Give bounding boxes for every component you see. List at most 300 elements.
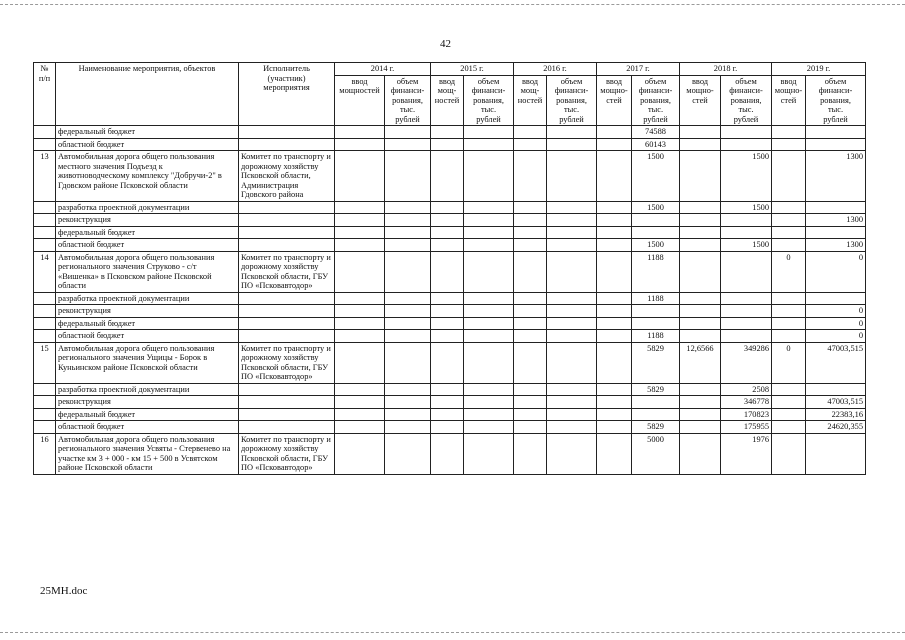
capacity-2015 bbox=[431, 342, 464, 383]
funding-2015 bbox=[464, 151, 514, 202]
funding-2015 bbox=[464, 138, 514, 151]
funding-2016 bbox=[547, 408, 597, 421]
capacity-2015 bbox=[431, 421, 464, 434]
capacity-2014 bbox=[335, 383, 385, 396]
capacity-2016 bbox=[514, 317, 547, 330]
funding-2014 bbox=[385, 396, 431, 409]
capacity-2019 bbox=[772, 421, 806, 434]
funding-2014 bbox=[385, 251, 431, 292]
funding-2016 bbox=[547, 214, 597, 227]
capacity-2014 bbox=[335, 317, 385, 330]
capacity-2019 bbox=[772, 126, 806, 139]
capacity-2016 bbox=[514, 330, 547, 343]
funding-2016 bbox=[547, 342, 597, 383]
header-year: 2014 г. bbox=[335, 63, 431, 76]
capacity-2019 bbox=[772, 317, 806, 330]
capacity-2018 bbox=[680, 396, 721, 409]
header-sub: ввод мощно- стей bbox=[772, 75, 806, 126]
funding-2019: 1300 bbox=[806, 239, 866, 252]
funding-2019 bbox=[806, 292, 866, 305]
capacity-2019 bbox=[772, 292, 806, 305]
funding-2016 bbox=[547, 201, 597, 214]
capacity-2017 bbox=[597, 383, 632, 396]
row-name: Автомобильная дорога общего пользования регионального значения Струково - с/т «Вишенка» в Псковском районе Псковской области bbox=[56, 251, 239, 292]
funding-2015 bbox=[464, 292, 514, 305]
capacity-2017 bbox=[597, 251, 632, 292]
scan-border-top bbox=[0, 4, 905, 5]
funding-2014 bbox=[385, 138, 431, 151]
row-number bbox=[34, 239, 56, 252]
funding-2016 bbox=[547, 396, 597, 409]
capacity-2016 bbox=[514, 226, 547, 239]
row-number bbox=[34, 421, 56, 434]
row-name: Автомобильная дорога общего пользования местного значения Подъезд к животноводческому комплексу "Добручи-2" в Гдовском районе Псковской области bbox=[56, 151, 239, 202]
funding-2015 bbox=[464, 396, 514, 409]
capacity-2014 bbox=[335, 151, 385, 202]
funding-2019 bbox=[806, 201, 866, 214]
capacity-2014 bbox=[335, 138, 385, 151]
row-name: разработка проектной документации bbox=[56, 201, 239, 214]
row-executor bbox=[239, 330, 335, 343]
capacity-2017 bbox=[597, 126, 632, 139]
table-row bbox=[34, 239, 866, 252]
table-row-object bbox=[34, 251, 866, 292]
capacity-2014 bbox=[335, 226, 385, 239]
row-number bbox=[34, 396, 56, 409]
capacity-2014 bbox=[335, 433, 385, 474]
capacity-2017 bbox=[597, 396, 632, 409]
row-executor bbox=[239, 292, 335, 305]
funding-2015 bbox=[464, 239, 514, 252]
funding-2017 bbox=[632, 214, 680, 227]
row-name: Автомобильная дорога общего пользования регионального значения Ущицы - Борок в Куньинском районе Псковской области bbox=[56, 342, 239, 383]
funding-2018: 175955 bbox=[721, 421, 772, 434]
table-row bbox=[34, 138, 866, 151]
header-sub: объем финанси- рования, тыс. рублей bbox=[385, 75, 431, 126]
funding-2014 bbox=[385, 342, 431, 383]
capacity-2017 bbox=[597, 421, 632, 434]
row-executor bbox=[239, 138, 335, 151]
capacity-2017 bbox=[597, 305, 632, 318]
funding-2016 bbox=[547, 433, 597, 474]
capacity-2017 bbox=[597, 138, 632, 151]
capacity-2015 bbox=[431, 396, 464, 409]
measures-table bbox=[33, 62, 866, 475]
funding-2019: 0 bbox=[806, 305, 866, 318]
funding-2017: 5000 bbox=[632, 433, 680, 474]
header-year: 2019 г. bbox=[772, 63, 866, 76]
funding-2014 bbox=[385, 126, 431, 139]
header-sub: объем финанси- рования, тыс. рублей bbox=[806, 75, 866, 126]
row-name: разработка проектной документации bbox=[56, 292, 239, 305]
capacity-2017 bbox=[597, 151, 632, 202]
funding-2014 bbox=[385, 201, 431, 214]
funding-2016 bbox=[547, 138, 597, 151]
funding-2015 bbox=[464, 421, 514, 434]
capacity-2018 bbox=[680, 383, 721, 396]
funding-2016 bbox=[547, 421, 597, 434]
funding-2018 bbox=[721, 251, 772, 292]
funding-2017 bbox=[632, 408, 680, 421]
funding-2014 bbox=[385, 433, 431, 474]
row-name: областной бюджет bbox=[56, 330, 239, 343]
funding-2014 bbox=[385, 151, 431, 202]
row-executor bbox=[239, 226, 335, 239]
capacity-2018 bbox=[680, 151, 721, 202]
capacity-2014 bbox=[335, 396, 385, 409]
row-name: федеральный бюджет bbox=[56, 317, 239, 330]
footer-filename: 25МН.doc bbox=[40, 585, 88, 597]
capacity-2019 bbox=[772, 214, 806, 227]
header-row-years bbox=[34, 63, 866, 76]
capacity-2015 bbox=[431, 126, 464, 139]
funding-2018: 1976 bbox=[721, 433, 772, 474]
funding-2018: 2508 bbox=[721, 383, 772, 396]
capacity-2018 bbox=[680, 226, 721, 239]
row-number bbox=[34, 226, 56, 239]
table-row bbox=[34, 126, 866, 139]
capacity-2016 bbox=[514, 201, 547, 214]
row-name: реконструкция bbox=[56, 305, 239, 318]
capacity-2014 bbox=[335, 305, 385, 318]
table-row bbox=[34, 292, 866, 305]
funding-2019: 24620,355 bbox=[806, 421, 866, 434]
funding-2015 bbox=[464, 251, 514, 292]
funding-2015 bbox=[464, 383, 514, 396]
capacity-2018 bbox=[680, 330, 721, 343]
capacity-2015 bbox=[431, 408, 464, 421]
funding-2018 bbox=[721, 226, 772, 239]
row-number bbox=[34, 330, 56, 343]
table-row bbox=[34, 396, 866, 409]
capacity-2019 bbox=[772, 305, 806, 318]
row-name: федеральный бюджет bbox=[56, 408, 239, 421]
capacity-2014 bbox=[335, 408, 385, 421]
capacity-2014 bbox=[335, 421, 385, 434]
capacity-2019 bbox=[772, 408, 806, 421]
row-number bbox=[34, 317, 56, 330]
row-number bbox=[34, 214, 56, 227]
capacity-2014 bbox=[335, 239, 385, 252]
capacity-2014 bbox=[335, 214, 385, 227]
row-name: областной бюджет bbox=[56, 239, 239, 252]
funding-2014 bbox=[385, 408, 431, 421]
funding-2017: 5829 bbox=[632, 421, 680, 434]
funding-2019: 0 bbox=[806, 251, 866, 292]
funding-2018: 349286 bbox=[721, 342, 772, 383]
row-name: областной бюджет bbox=[56, 138, 239, 151]
funding-2014 bbox=[385, 214, 431, 227]
capacity-2017 bbox=[597, 239, 632, 252]
header-sub: ввод мощно- стей bbox=[597, 75, 632, 126]
capacity-2019 bbox=[772, 226, 806, 239]
funding-2017 bbox=[632, 305, 680, 318]
funding-2019: 0 bbox=[806, 330, 866, 343]
funding-2016 bbox=[547, 383, 597, 396]
capacity-2016 bbox=[514, 151, 547, 202]
funding-2017: 74588 bbox=[632, 126, 680, 139]
capacity-2018: 12,6566 bbox=[680, 342, 721, 383]
capacity-2018 bbox=[680, 251, 721, 292]
header-sub: объем финанси- рования, тыс. рублей bbox=[464, 75, 514, 126]
row-number bbox=[34, 383, 56, 396]
funding-2015 bbox=[464, 226, 514, 239]
table-row bbox=[34, 408, 866, 421]
funding-2015 bbox=[464, 330, 514, 343]
capacity-2018 bbox=[680, 126, 721, 139]
funding-2018: 1500 bbox=[721, 239, 772, 252]
table-row bbox=[34, 383, 866, 396]
capacity-2017 bbox=[597, 330, 632, 343]
row-executor bbox=[239, 317, 335, 330]
row-number bbox=[34, 292, 56, 305]
table-row bbox=[34, 214, 866, 227]
capacity-2019: 0 bbox=[772, 342, 806, 383]
row-executor bbox=[239, 383, 335, 396]
capacity-2017 bbox=[597, 292, 632, 305]
capacity-2019 bbox=[772, 383, 806, 396]
funding-2015 bbox=[464, 342, 514, 383]
header-year: 2016 г. bbox=[514, 63, 597, 76]
funding-2019: 1300 bbox=[806, 214, 866, 227]
capacity-2015 bbox=[431, 214, 464, 227]
row-name: реконструкция bbox=[56, 214, 239, 227]
funding-2018 bbox=[721, 330, 772, 343]
row-number: 16 bbox=[34, 433, 56, 474]
capacity-2016 bbox=[514, 408, 547, 421]
funding-2017: 1500 bbox=[632, 201, 680, 214]
capacity-2018 bbox=[680, 138, 721, 151]
funding-2018 bbox=[721, 126, 772, 139]
funding-2014 bbox=[385, 330, 431, 343]
capacity-2018 bbox=[680, 201, 721, 214]
funding-2014 bbox=[385, 226, 431, 239]
header-sub: ввод мощ- ностей bbox=[514, 75, 547, 126]
funding-2015 bbox=[464, 408, 514, 421]
row-name: разработка проектной документации bbox=[56, 383, 239, 396]
funding-2019 bbox=[806, 383, 866, 396]
capacity-2019 bbox=[772, 138, 806, 151]
funding-2016 bbox=[547, 317, 597, 330]
capacity-2019 bbox=[772, 201, 806, 214]
capacity-2015 bbox=[431, 330, 464, 343]
row-name: областной бюджет bbox=[56, 421, 239, 434]
capacity-2015 bbox=[431, 226, 464, 239]
capacity-2015 bbox=[431, 239, 464, 252]
funding-2018 bbox=[721, 138, 772, 151]
capacity-2018 bbox=[680, 408, 721, 421]
capacity-2015 bbox=[431, 317, 464, 330]
row-executor bbox=[239, 214, 335, 227]
capacity-2019 bbox=[772, 433, 806, 474]
row-number bbox=[34, 201, 56, 214]
header-sub: ввод мощностей bbox=[335, 75, 385, 126]
funding-2014 bbox=[385, 383, 431, 396]
row-executor bbox=[239, 201, 335, 214]
capacity-2017 bbox=[597, 342, 632, 383]
capacity-2017 bbox=[597, 317, 632, 330]
funding-2016 bbox=[547, 126, 597, 139]
funding-2019: 1300 bbox=[806, 151, 866, 202]
capacity-2015 bbox=[431, 251, 464, 292]
table-row bbox=[34, 421, 866, 434]
capacity-2019 bbox=[772, 239, 806, 252]
row-number: 13 bbox=[34, 151, 56, 202]
row-name: Автомобильная дорога общего пользования регионального значения Усвяты - Стервенево на участке км 3 + 000 - км 15 + 500 в Усвятском районе Псковской области bbox=[56, 433, 239, 474]
row-executor bbox=[239, 408, 335, 421]
table-row-object bbox=[34, 433, 866, 474]
capacity-2019 bbox=[772, 151, 806, 202]
capacity-2018 bbox=[680, 433, 721, 474]
funding-2016 bbox=[547, 239, 597, 252]
funding-2018 bbox=[721, 317, 772, 330]
table-row-object bbox=[34, 151, 866, 202]
funding-2014 bbox=[385, 421, 431, 434]
header-name: Наименование мероприятия, объектов bbox=[56, 63, 239, 126]
scan-border-bottom bbox=[0, 632, 905, 633]
capacity-2016 bbox=[514, 396, 547, 409]
funding-2014 bbox=[385, 317, 431, 330]
capacity-2017 bbox=[597, 433, 632, 474]
funding-2019: 47003,515 bbox=[806, 342, 866, 383]
table-body bbox=[34, 126, 866, 475]
capacity-2016 bbox=[514, 433, 547, 474]
funding-2017 bbox=[632, 226, 680, 239]
capacity-2015 bbox=[431, 292, 464, 305]
row-executor bbox=[239, 396, 335, 409]
funding-2017: 1500 bbox=[632, 151, 680, 202]
funding-2019 bbox=[806, 433, 866, 474]
capacity-2017 bbox=[597, 226, 632, 239]
header-sub: ввод мощно- стей bbox=[680, 75, 721, 126]
row-name: федеральный бюджет bbox=[56, 226, 239, 239]
row-executor: Комитет по транспорту и дорожному хозяйству Псковской области, ГБУ ПО «Псковавтодор» bbox=[239, 251, 335, 292]
funding-2018: 1500 bbox=[721, 151, 772, 202]
funding-2015 bbox=[464, 433, 514, 474]
header-num: № п/п bbox=[34, 63, 56, 126]
row-executor: Комитет по транспорту и дорожному хозяйству Псковской области, Администрация Гдовского района bbox=[239, 151, 335, 202]
row-number bbox=[34, 138, 56, 151]
capacity-2016 bbox=[514, 214, 547, 227]
row-executor: Комитет по транспорту и дорожному хозяйству Псковской области, ГБУ ПО «Псковавтодор» bbox=[239, 342, 335, 383]
capacity-2019 bbox=[772, 330, 806, 343]
row-executor bbox=[239, 126, 335, 139]
header-sub: объем финанси- рования, тыс. рублей bbox=[632, 75, 680, 126]
capacity-2019: 0 bbox=[772, 251, 806, 292]
funding-2019: 22383,16 bbox=[806, 408, 866, 421]
row-number bbox=[34, 305, 56, 318]
capacity-2017 bbox=[597, 214, 632, 227]
capacity-2014 bbox=[335, 330, 385, 343]
funding-2017 bbox=[632, 317, 680, 330]
header-year: 2018 г. bbox=[680, 63, 772, 76]
capacity-2015 bbox=[431, 433, 464, 474]
header-year: 2017 г. bbox=[597, 63, 680, 76]
funding-2017: 5829 bbox=[632, 383, 680, 396]
funding-2017: 5829 bbox=[632, 342, 680, 383]
table-row bbox=[34, 330, 866, 343]
table-row bbox=[34, 201, 866, 214]
capacity-2015 bbox=[431, 138, 464, 151]
funding-2018 bbox=[721, 292, 772, 305]
capacity-2015 bbox=[431, 383, 464, 396]
funding-2016 bbox=[547, 251, 597, 292]
funding-2015 bbox=[464, 126, 514, 139]
funding-2017: 1188 bbox=[632, 251, 680, 292]
funding-2018 bbox=[721, 214, 772, 227]
table-row bbox=[34, 317, 866, 330]
capacity-2018 bbox=[680, 421, 721, 434]
funding-2018 bbox=[721, 305, 772, 318]
capacity-2019 bbox=[772, 396, 806, 409]
capacity-2016 bbox=[514, 138, 547, 151]
capacity-2018 bbox=[680, 239, 721, 252]
capacity-2016 bbox=[514, 251, 547, 292]
capacity-2016 bbox=[514, 342, 547, 383]
row-executor bbox=[239, 421, 335, 434]
row-number: 14 bbox=[34, 251, 56, 292]
funding-2014 bbox=[385, 292, 431, 305]
funding-2016 bbox=[547, 305, 597, 318]
capacity-2017 bbox=[597, 408, 632, 421]
capacity-2018 bbox=[680, 305, 721, 318]
capacity-2015 bbox=[431, 201, 464, 214]
capacity-2016 bbox=[514, 305, 547, 318]
funding-2019 bbox=[806, 226, 866, 239]
capacity-2016 bbox=[514, 126, 547, 139]
funding-2015 bbox=[464, 214, 514, 227]
table-row bbox=[34, 305, 866, 318]
funding-2016 bbox=[547, 292, 597, 305]
row-executor bbox=[239, 239, 335, 252]
table-row-object bbox=[34, 342, 866, 383]
header-executor: Исполнитель (участник) мероприятия bbox=[239, 63, 335, 126]
funding-2017: 60143 bbox=[632, 138, 680, 151]
row-name: федеральный бюджет bbox=[56, 126, 239, 139]
capacity-2016 bbox=[514, 239, 547, 252]
funding-2019: 47003,515 bbox=[806, 396, 866, 409]
row-name: реконструкция bbox=[56, 396, 239, 409]
header-sub: объем финанси- рования, тыс. рублей bbox=[547, 75, 597, 126]
funding-2014 bbox=[385, 239, 431, 252]
header-year: 2015 г. bbox=[431, 63, 514, 76]
capacity-2014 bbox=[335, 251, 385, 292]
capacity-2016 bbox=[514, 421, 547, 434]
funding-2017: 1188 bbox=[632, 292, 680, 305]
capacity-2015 bbox=[431, 151, 464, 202]
row-number: 15 bbox=[34, 342, 56, 383]
funding-2015 bbox=[464, 305, 514, 318]
capacity-2016 bbox=[514, 383, 547, 396]
funding-2018: 1500 bbox=[721, 201, 772, 214]
header-sub: объем финанси- рования, тыс. рублей bbox=[721, 75, 772, 126]
funding-2015 bbox=[464, 201, 514, 214]
funding-2017: 1188 bbox=[632, 330, 680, 343]
header-sub: ввод мощ- ностей bbox=[431, 75, 464, 126]
row-number bbox=[34, 126, 56, 139]
page-number: 42 bbox=[440, 38, 451, 50]
funding-2017 bbox=[632, 396, 680, 409]
row-executor: Комитет по транспорту и дорожному хозяйству Псковской области, ГБУ ПО «Псковавтодор» bbox=[239, 433, 335, 474]
capacity-2014 bbox=[335, 342, 385, 383]
funding-2018: 170823 bbox=[721, 408, 772, 421]
funding-2016 bbox=[547, 151, 597, 202]
capacity-2017 bbox=[597, 201, 632, 214]
capacity-2014 bbox=[335, 126, 385, 139]
table-row bbox=[34, 226, 866, 239]
funding-2015 bbox=[464, 317, 514, 330]
row-executor bbox=[239, 305, 335, 318]
